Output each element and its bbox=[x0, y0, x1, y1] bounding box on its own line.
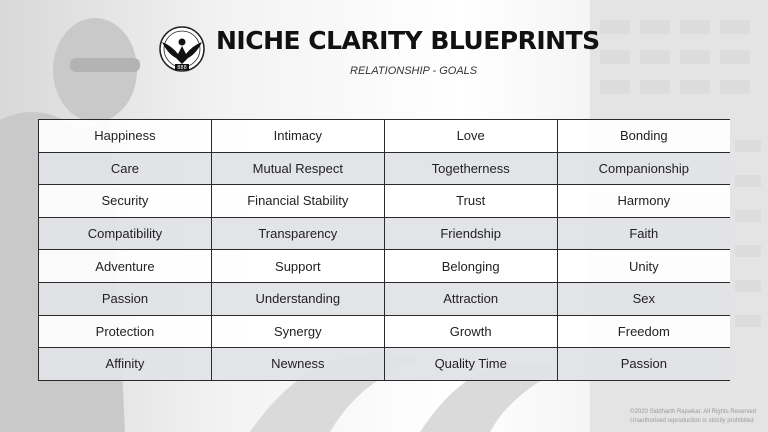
table-cell: Financial Stability bbox=[211, 185, 384, 218]
table-cell: Unity bbox=[557, 250, 730, 283]
table-cell: Companionship bbox=[557, 152, 730, 185]
table-cell: Faith bbox=[557, 217, 730, 250]
table-row bbox=[39, 152, 731, 185]
table-cell: Friendship bbox=[384, 217, 557, 250]
table-cell: Trust bbox=[384, 185, 557, 218]
logo-label: 888 bbox=[177, 65, 187, 71]
table-cell: Mutual Respect bbox=[211, 152, 384, 185]
table-cell: Compatibility bbox=[39, 217, 212, 250]
header bbox=[0, 18, 768, 88]
table-cell: Belonging bbox=[384, 250, 557, 283]
eagle-emblem-icon bbox=[158, 24, 206, 74]
goals-table bbox=[38, 119, 730, 381]
table-cell: Newness bbox=[211, 348, 384, 381]
table-cell: Adventure bbox=[39, 250, 212, 283]
table-cell: Harmony bbox=[557, 185, 730, 218]
table-row bbox=[39, 185, 731, 218]
table-row bbox=[39, 217, 731, 250]
table-cell: Passion bbox=[557, 348, 730, 381]
table-cell: Growth bbox=[384, 315, 557, 348]
table-cell: Security bbox=[39, 185, 212, 218]
table-row bbox=[39, 315, 731, 348]
table-cell: Passion bbox=[39, 282, 212, 315]
table-cell: Bonding bbox=[557, 120, 730, 153]
table-cell: Love bbox=[384, 120, 557, 153]
copyright-line: ©2020 Siddharth Rajsekar. All Rights Reserved bbox=[630, 409, 756, 415]
table-cell: Synergy bbox=[211, 315, 384, 348]
copyright-notice bbox=[630, 408, 756, 426]
table-cell: Togetherness bbox=[384, 152, 557, 185]
table-row bbox=[39, 120, 731, 153]
table-cell: Intimacy bbox=[211, 120, 384, 153]
table-cell: Sex bbox=[557, 282, 730, 315]
table-cell: Affinity bbox=[39, 348, 212, 381]
table-row bbox=[39, 348, 731, 381]
table-cell: Quality Time bbox=[384, 348, 557, 381]
table-cell: Support bbox=[211, 250, 384, 283]
page-subtitle: RELATIONSHIP - GOALS bbox=[350, 65, 478, 77]
table-cell: Freedom bbox=[557, 315, 730, 348]
page-title: NICHE CLARITY BLUEPRINTS bbox=[216, 26, 600, 55]
table-cell: Happiness bbox=[39, 120, 212, 153]
table-row bbox=[39, 250, 731, 283]
table-row bbox=[39, 282, 731, 315]
table-cell: Care bbox=[39, 152, 212, 185]
table-cell: Transparency bbox=[211, 217, 384, 250]
table-cell: Attraction bbox=[384, 282, 557, 315]
reproduction-notice: Unauthorised reproduction is strictly prohibited bbox=[630, 418, 754, 424]
table-cell: Understanding bbox=[211, 282, 384, 315]
table-cell: Protection bbox=[39, 315, 212, 348]
